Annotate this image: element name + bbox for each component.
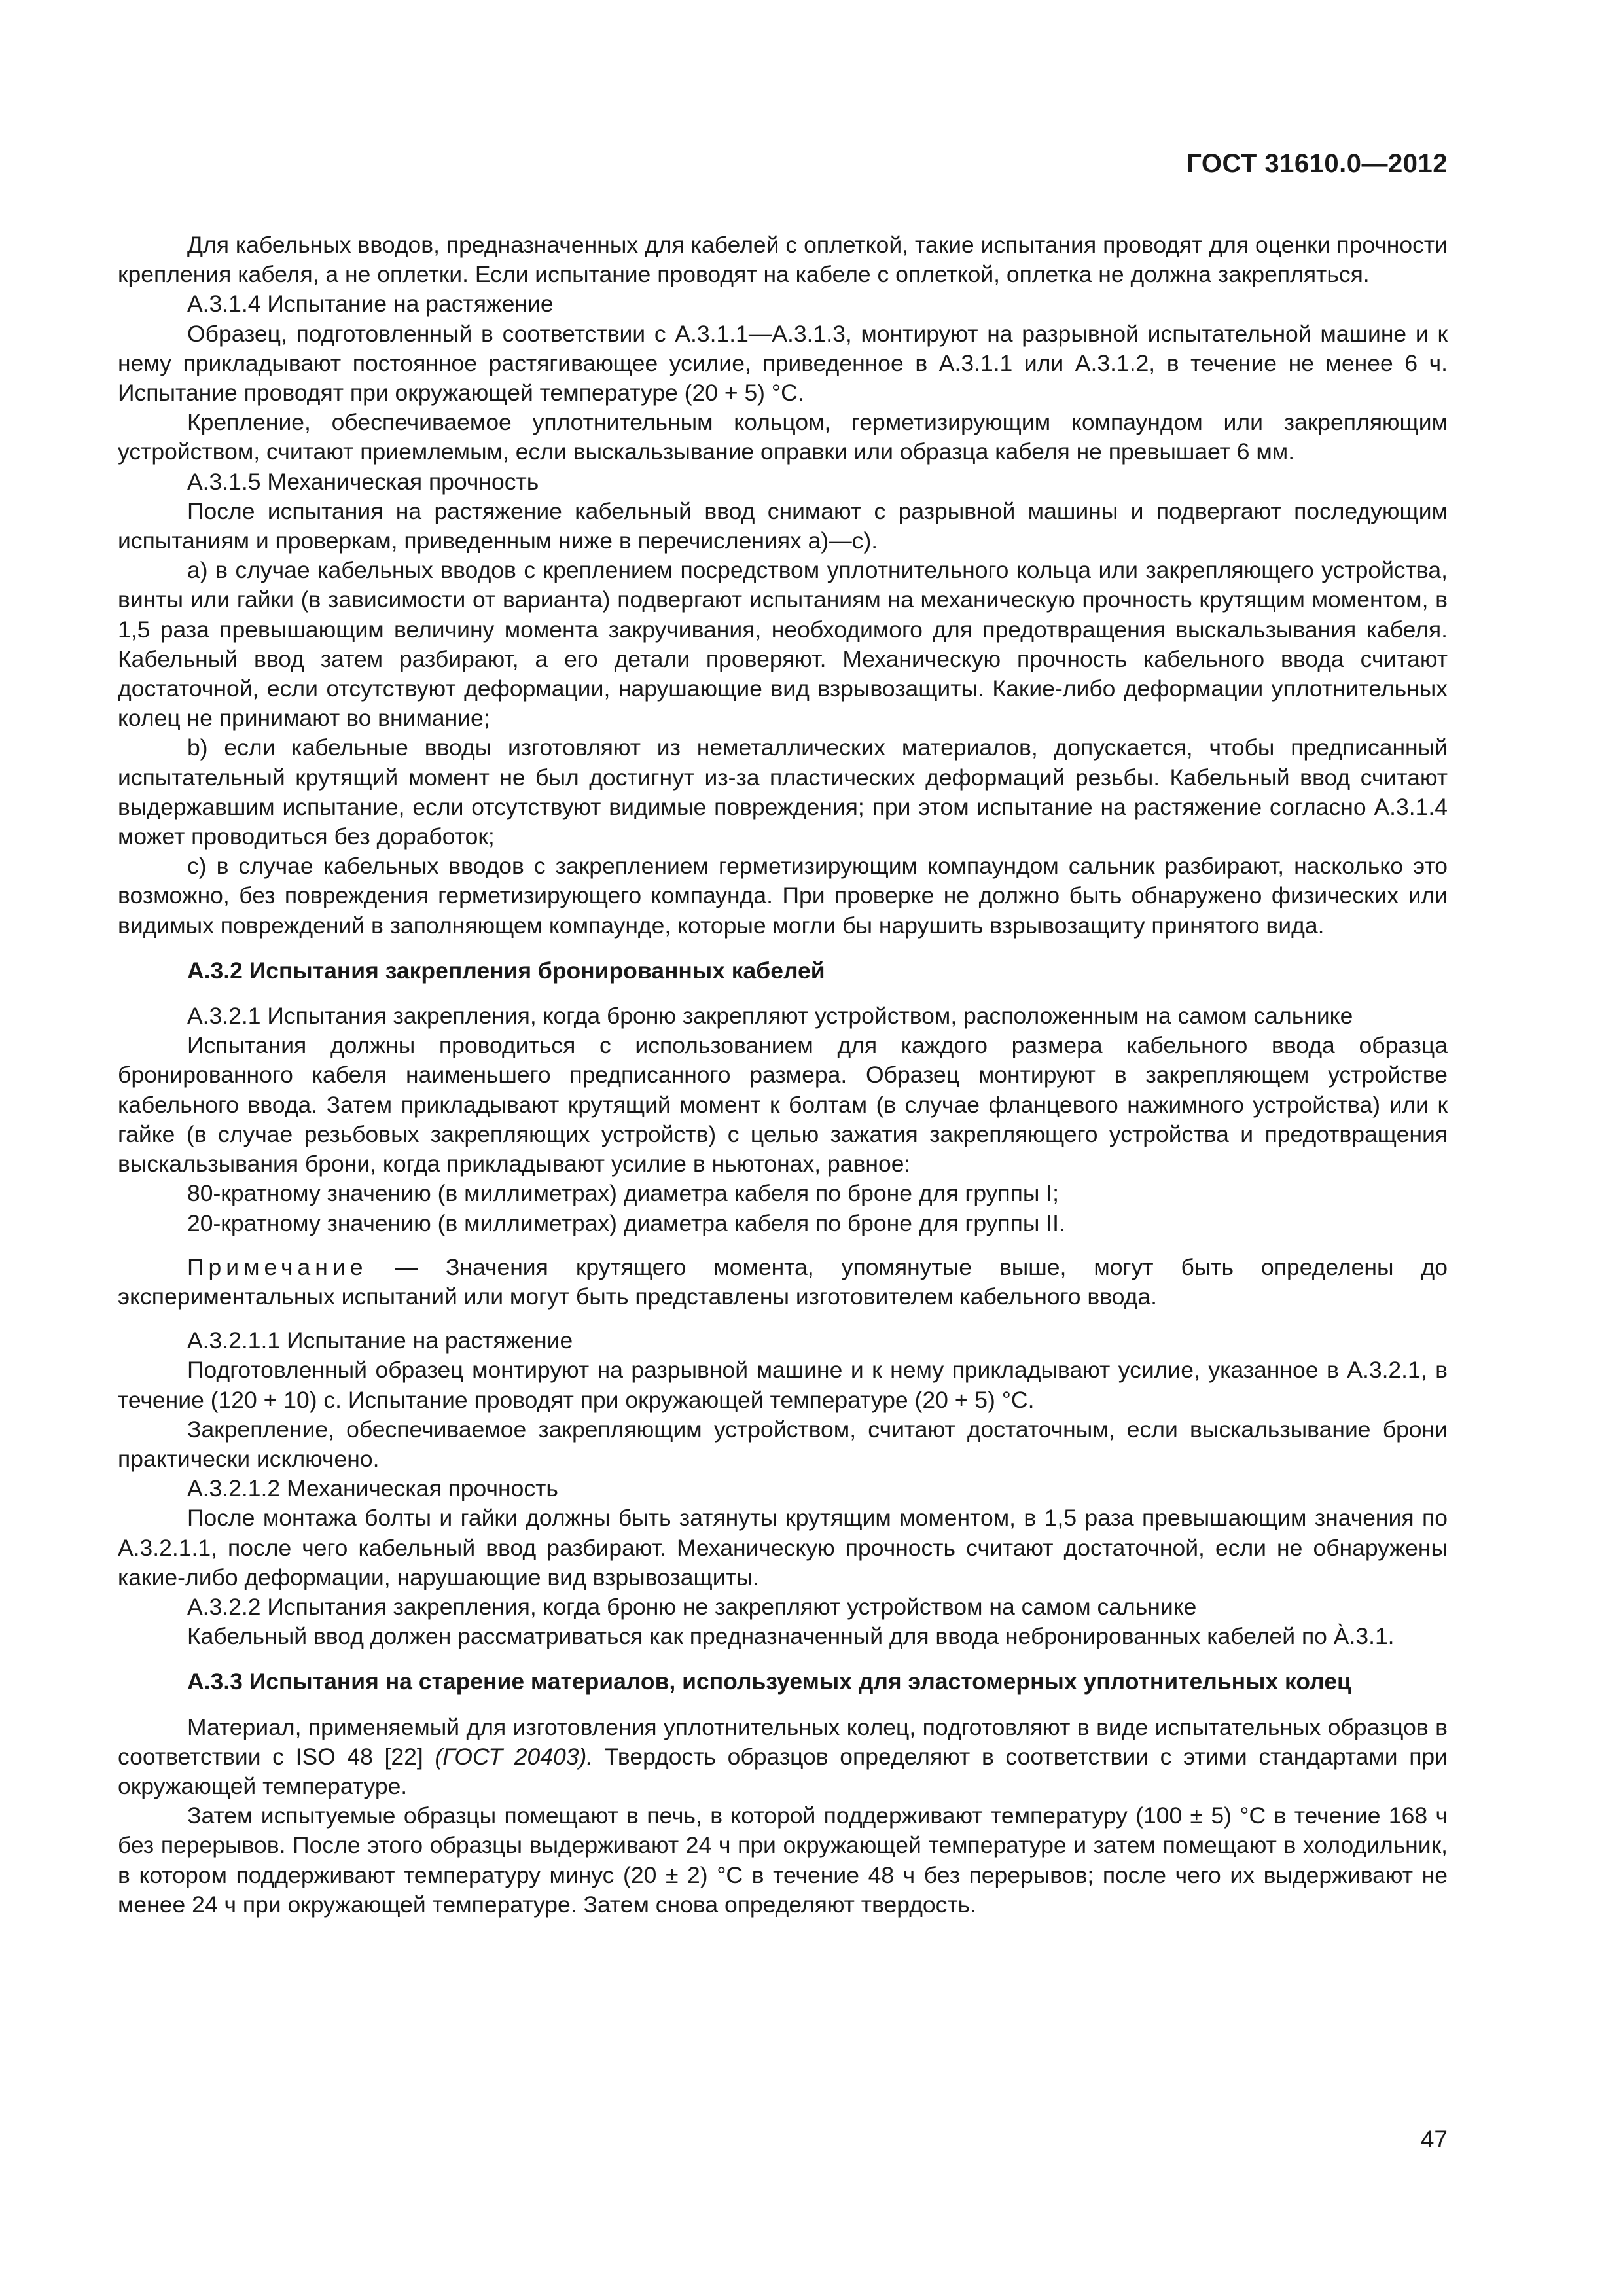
paragraph: Закрепление, обеспечиваемое закрепляющим устройством, считают достаточным, если выскальзывание брони практически исключено. xyxy=(118,1416,1448,1472)
standard-reference: (ГОСТ 20403). xyxy=(435,1743,594,1770)
paragraph: Для кабельных вводов, предназначенных для кабелей с оплеткой, такие испытания проводят для оценки прочности крепления кабеля, а не оплетки. Если испытание проводят на кабеле с оплеткой, оплетка не должна закрепляться. xyxy=(118,232,1448,288)
note xyxy=(118,1253,1448,1312)
paragraph: Образец, подготовленный в соответствии с А.3.1.1—А.3.1.3, монтируют на разрывной испытательной машине и к нему прикладывают постоянное растягивающее усилие, приведенное в А.3.1.1 или А.3.1.2, в течение не менее 6 ч. Испытание проводят при окружающей температуре (20 + 5) °С. xyxy=(118,320,1448,406)
paragraph: Крепление, обеспечиваемое уплотнительным кольцом, герметизирующим компаундом или закрепляющим устройством, считают приемлемым, если выскальзывание оправки или образца кабеля не превышает 6 мм. xyxy=(118,409,1448,465)
page-number: 47 xyxy=(1420,2126,1448,2153)
note-label: Примечание xyxy=(187,1253,368,1280)
paragraph: После монтажа болты и гайки должны быть затянуты крутящим моментом, в 1,5 раза превышающим значения по А.3.2.1.1, после чего кабельный ввод разбирают. Механическую прочность считают достаточной, если не обнаружены какие-либо деформации, нарушающие вид взрывозащиты. xyxy=(118,1505,1448,1590)
paragraph: Подготовленный образец монтируют на разрывной машине и к нему прикладывают усилие, указанное в А.3.2.1, в течение (120 + 10) с. Испытание проводят при окружающей температуре (20 + 5) °С. xyxy=(118,1357,1448,1413)
list-item: 80-кратному значению (в миллиметрах) диаметра кабеля по броне для группы I; xyxy=(187,1180,1059,1207)
section-heading: А.3.3 Испытания на старение материалов, используемых для эластомерных уплотнительных колец xyxy=(187,1668,1351,1695)
paragraph xyxy=(118,1713,1448,1802)
paragraph: После испытания на растяжение кабельный ввод снимают с разрывной машины и подвергают последующим испытаниям и проверкам, приведенным ниже в перечислениях а)—с). xyxy=(118,497,1448,554)
document-header: ГОСТ 31610.0—2012 xyxy=(1186,149,1448,178)
list-item: с) в случае кабельных вводов с закреплением герметизирующим компаундом сальник разбирают, насколько это возможно, без повреждения герметизирующего компаунда. При проверке не должно быть обнаружено физических или видимых повреждений в заполняющем компаунде, которые могли бы нарушить взрывозащиту принятого вида. xyxy=(118,853,1448,939)
paragraph-text: Твердость образцов определяют в соответствии с этими стандартами при окружающей температуре. xyxy=(118,1743,1448,1799)
subsection-title: А.3.2.1.2 Механическая прочность xyxy=(187,1475,558,1502)
list-item: а) в случае кабельных вводов с креплением посредством уплотнительного кольца или закрепляющего устройства, винты или гайки (в зависимости от варианта) подвергают испытаниям на механическую прочность крутящим моментом, в 1,5 раза превышающим величину момента закручивания, необходимого для предотвращения выскальзывания кабеля. Кабельный ввод затем разбирают, а его детали проверяют. Механическую прочность кабельного ввода считают достаточной, если отсутствуют деформации, нарушающие вид взрывозащиты. Какие-либо деформации уплотнительных колец не принимают во внимание; xyxy=(118,557,1448,732)
paragraph-text: Материал, применяемый для изготовления уплотнительных колец, подготовляют в виде испытательных образцов в соответствии с ISO 48 [22] xyxy=(118,1713,1448,1770)
note-text: — Значения крутящего момента, упомянутые выше, могут быть определены до экспериментальных испытаний или могут быть представлены изготовителем кабельного ввода. xyxy=(118,1253,1448,1310)
list-item: 20-кратному значению (в миллиметрах) диаметра кабеля по броне для группы II. xyxy=(187,1210,1065,1236)
subsection-title: А.3.2.2 Испытания закрепления, когда броню не закрепляют устройством на самом сальнике xyxy=(187,1593,1197,1620)
subsection-title: А.3.1.4 Испытание на растяжение xyxy=(187,291,554,317)
document-body xyxy=(118,230,1448,1920)
subsection-title: А.3.1.5 Механическая прочность xyxy=(187,468,539,495)
subsection-title: А.3.2.1 Испытания закрепления, когда броню закрепляют устройством, расположенным на самом сальнике xyxy=(187,1003,1353,1030)
paragraph: Испытания должны проводиться с использованием для каждого размера кабельного ввода образца бронированного кабеля наименьшего предписанного размера. Образец монтируют в закрепляющем устройстве кабельного ввода. Затем прикладывают крутящий момент к болтам (в случае фланцевого нажимного устройства) или к гайке (в случае резьбовых закрепляющих устройств) с целью зажатия закрепляющего устройства и предотвращения выскальзывания брони, когда прикладывают усилие в ньютонах, равное: xyxy=(118,1032,1448,1177)
subsection-title: А.3.2.1.1 Испытание на растяжение xyxy=(187,1327,573,1354)
paragraph: Затем испытуемые образцы помещают в печь, в которой поддерживают температуру (100 ± 5) °С в течение 168 ч без перерывов. После этого образцы выдерживают 24 ч при окружающей температуре и затем помещают в холодильник, в котором поддерживают температуру минус (20 ± 2) °С в течение 48 ч без перерывов; после чего их выдерживают не менее 24 ч при окружающей температуре. Затем снова определяют твердость. xyxy=(118,1803,1448,1918)
list-item: b) если кабельные вводы изготовляют из неметаллических материалов, допускается, чтобы предписанный испытательный крутящий момент не был достигнут из-за пластических деформаций резьбы. Кабельный ввод считают выдержавшим испытание, если отсутствуют видимые повреждения; при этом испытание на растяжение согласно А.3.1.4 может проводиться без доработок; xyxy=(118,734,1448,850)
section-heading: А.3.2 Испытания закрепления бронированных кабелей xyxy=(187,957,825,984)
paragraph: Кабельный ввод должен рассматриваться как предназначенный для ввода небронированных кабелей по А̀.3.1. xyxy=(187,1623,1395,1650)
